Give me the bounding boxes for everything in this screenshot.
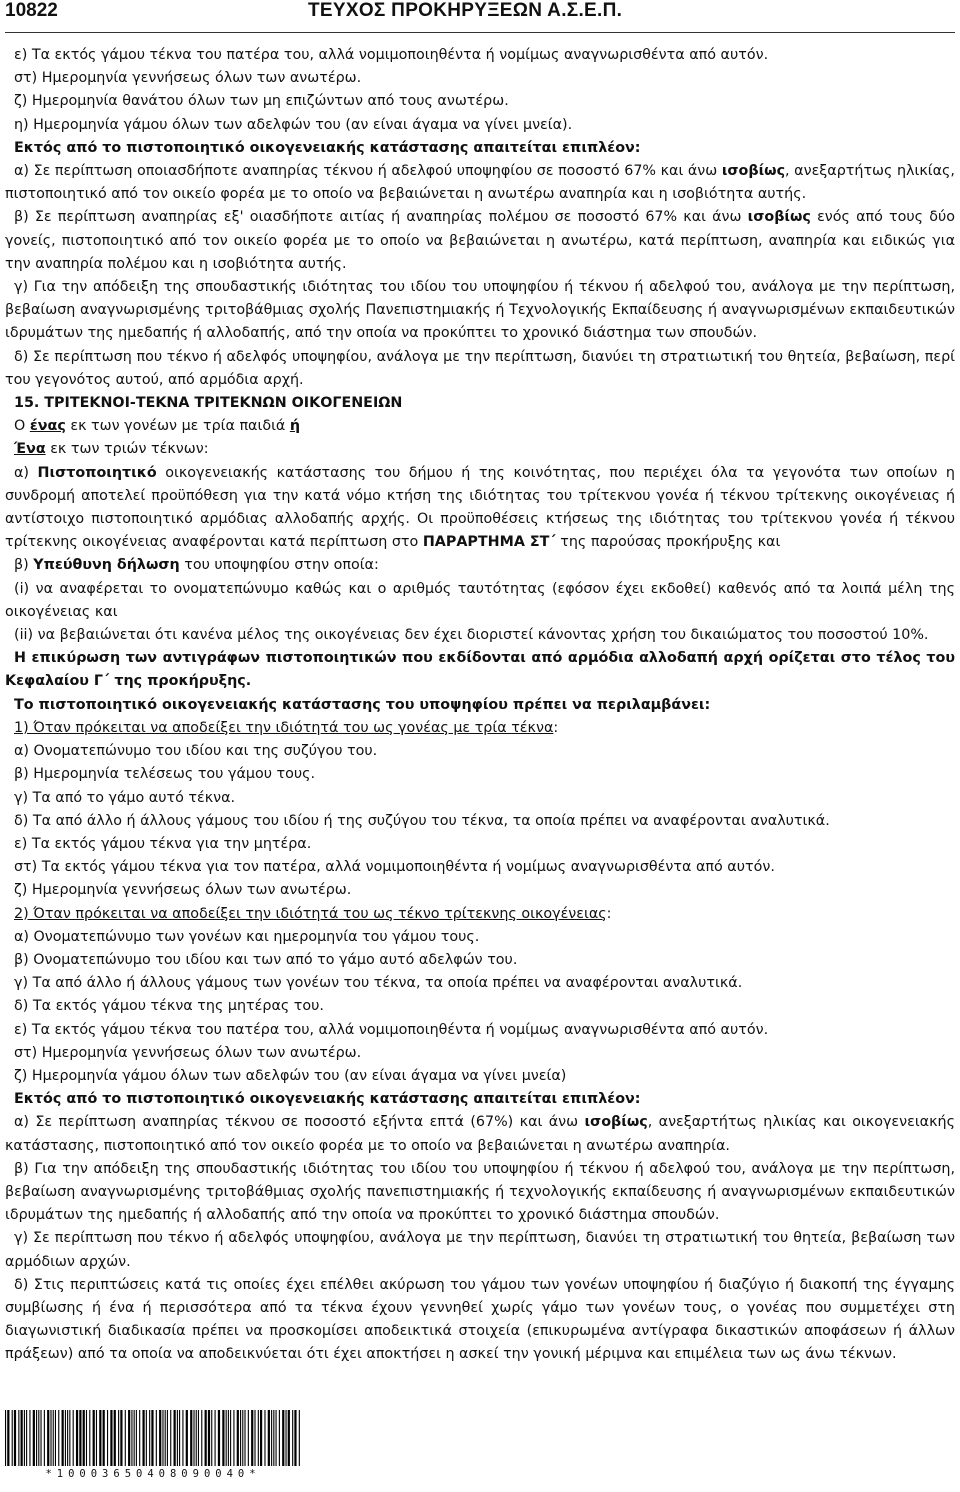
barcode-bar — [162, 1410, 163, 1466]
barcode-bar — [193, 1410, 194, 1466]
document-body — [5, 44, 955, 1367]
barcode-bar — [151, 1410, 153, 1466]
barcode-bar — [5, 1410, 6, 1466]
barcode-bar — [93, 1410, 95, 1466]
barcode-bar — [279, 1410, 280, 1466]
barcode-bar — [146, 1410, 147, 1466]
paragraph: γ) Για την απόδειξη της σπουδαστικής ιδιότητας του ιδίου του υποψηφίου ή τέκνου ή αδελφού του, ανάλογα με την περίπτωση, βεβαίωση αναγνωρισμένης τριτοβάθμιας σχολής Πανεπιστημιακής ή Τεχνολογικής Εκπαίδευσης ή αναγνωρισμένων εκπαιδευτικών ιδρυμάτων της ημεδαπής ή αλλοδαπής, από την οποία να προκύπτει το χρονικό διάστημα των σπουδών. — [5, 279, 955, 342]
barcode-bar — [120, 1410, 122, 1466]
page-header — [5, 0, 955, 24]
barcode-bar — [73, 1410, 74, 1466]
paragraph: δ) Σε περίπτωση που τέκνο ή αδελφός υποψηφίου, ανάλογα με την περίπτωση, διανύει τη στρατιωτική του θητεία, βεβαίωση, περί του γεγονότος αυτού, από αρμόδια αρχή. — [5, 348, 955, 388]
paragraph: α) Σε περίπτωση αναπηρίας τέκνου σε ποσοστό εξήντα επτά (67%) και άνω ισοβίως, ανεξαρτήτως ηλικίας και οικογενειακής κατάστασης, πιστοποιητικό από τον οικείο φορέα με το οποίο να βεβαιώνεται η ανωτέρω αναπηρία. — [5, 1114, 955, 1154]
barcode-bar — [228, 1410, 229, 1466]
barcode-bar — [244, 1410, 245, 1466]
barcode-bar — [62, 1410, 64, 1466]
list-item: στ) Ημερομηνία γεννήσεως όλων των ανωτέρω. — [14, 1044, 362, 1061]
barcode-bar — [79, 1410, 81, 1466]
barcode-bar — [282, 1410, 284, 1466]
barcode-bar — [285, 1410, 286, 1466]
list-item: ε) Τα εκτός γάμου τέκνα για την μητέρα. — [14, 835, 312, 852]
barcode-bar — [29, 1410, 30, 1466]
barcode-bars — [5, 1410, 301, 1466]
barcode-bar — [118, 1410, 119, 1466]
paragraph: β) Για την απόδειξη της σπουδαστικής ιδιότητας του ιδίου του υποψηφίου ή τέκνου ή αδελφού του, ανάλογα με την περίπτωση, βεβαίωση αναγνωρισμένης τριτοβάθμιας σχολής πανεπιστημιακής ή τεχνολογικής εκπαίδευσης ή αναγνωρισμένων εκπαιδευτικών ιδρυμάτων της ημεδαπής ή αλλοδαπής από την οποία να προκύπτει το χρονικό διάστημα σπουδών. — [5, 1160, 955, 1224]
barcode-bar — [242, 1410, 243, 1466]
paragraph: β) Σε περίπτωση αναπηρίας εξ' οιασδήποτε αιτίας ή αναπηρίας πολέμου σε ποσοστό 67% και άνω ισοβίως ενός από τους δύο γονείς, πιστοποιητικό από τον οικείο φορέα με το οποίο να βεβαιώνεται η ανωτέρω, κατά περίπτωση, αναπηρία και ειδικώς για την αναπηρία πολέμου και η ισοβιότητα αυτής. — [5, 209, 955, 272]
barcode-bar — [258, 1410, 259, 1466]
barcode-bar — [292, 1410, 293, 1466]
barcode-bar — [40, 1410, 41, 1466]
barcode-bar — [44, 1410, 45, 1466]
barcode-bar — [139, 1410, 140, 1466]
case-2-heading: 2) Όταν πρόκειται να αποδείξει την ιδιότητά του ως τέκνο τρίτεκνης οικογένειας: — [14, 905, 612, 922]
barcode-bar — [215, 1410, 216, 1466]
barcode-bar — [230, 1410, 231, 1466]
barcode-bar — [271, 1410, 272, 1466]
barcode-bar — [174, 1410, 176, 1466]
paragraph: δ) Στις περιπτώσεις κατά τις οποίες έχει επέλθει ακύρωση του γάμου των γονέων υποψηφίου ή διαζύγιο ή διακοπή της έγγαμης συμβίωσης ή ένα ή περισσότερα από τα τέκνα έχουν γεννηθεί χωρίς γάμο των γονέων τους, ο γονέας που συμμετέχει στη διαγωνιστική διαδικασία πρέπει να προσκομίσει αποδεικτικά στοιχεία (επικυρωμένα αντίγραφα δικαστικών αποφάσεων ή άλλων πράξεων) από τα οποία να αποδεικνύεται ότι έχει αποκτήσει η ασκεί την γονική μέριμνα και επιμέλεια των ως άνω τέκνων. — [5, 1276, 955, 1363]
list-item: ζ) Ημερομηνία θανάτου όλων των μη επιζώντων από τους ανωτέρω. — [14, 93, 509, 110]
list-item: β) Ημερομηνία τελέσεως του γάμου τους. — [14, 766, 316, 783]
barcode-bar — [170, 1410, 171, 1466]
barcode-bar — [179, 1410, 180, 1466]
barcode-bar — [103, 1410, 105, 1466]
barcode-bar — [38, 1410, 39, 1466]
barcode-bar — [33, 1410, 35, 1466]
barcode-bar — [205, 1410, 207, 1466]
barcode-bar — [110, 1410, 112, 1466]
barcode-bar — [7, 1410, 9, 1466]
barcode-bar — [165, 1410, 166, 1466]
list-item: γ) Τα από άλλο ή άλλους γάμους των γονέων του τέκνα, τα οποία πρέπει να αναφέρονται αναλυτικά. — [14, 975, 743, 992]
paragraph: Το πιστοποιητικό οικογενειακής κατάστασης του υποψηφίου πρέπει να περιλαμβάνει: — [14, 696, 711, 713]
barcode-bar — [208, 1410, 210, 1466]
barcode-bar — [12, 1410, 13, 1466]
barcode-bar — [21, 1410, 23, 1466]
barcode-bar — [83, 1410, 85, 1466]
barcode-bar — [55, 1410, 56, 1466]
barcode-bar — [136, 1410, 137, 1466]
section-heading: Εκτός από το πιστοποιητικό οικογενειακής κατάστασης απαιτείται επιπλέον: — [14, 1091, 641, 1108]
barcode-bar — [211, 1410, 212, 1466]
case-1-heading: 1) Όταν πρόκειται να αποδείξει την ιδιότητά του ως γονέας με τρία τέκνα: — [14, 719, 559, 736]
list-item: ζ) Ημερομηνία γεννήσεως όλων των ανωτέρω. — [14, 882, 352, 899]
barcode-bar — [14, 1410, 16, 1466]
list-item: ζ) Ημερομηνία γάμου όλων των αδελφών του (αν είναι άγαμα να γίνει μνεία) — [14, 1067, 567, 1084]
barcode-bar — [226, 1410, 227, 1466]
barcode-bar — [47, 1410, 49, 1466]
barcode-bar — [299, 1410, 300, 1466]
barcode-bar — [167, 1410, 168, 1466]
paragraph: Ο ένας εκ των γονέων με τρία παιδιά ή — [14, 418, 301, 435]
barcode-bar — [276, 1410, 277, 1466]
barcode-bar — [198, 1410, 199, 1466]
barcode-bar — [50, 1410, 51, 1466]
barcode-bar — [288, 1410, 290, 1466]
barcode-bar — [114, 1410, 116, 1466]
paragraph: (i) να αναφέρεται το ονοματεπώνυμο καθώς και ο αριθμός ταυτότητας (εφόσον έχει εκδοθεί) καθενός από τα λοιπά μέλη της οικογένειας και — [5, 580, 955, 620]
barcode-bar — [177, 1410, 178, 1466]
barcode-bar — [248, 1410, 249, 1466]
barcode-bar — [196, 1410, 197, 1466]
paragraph: α) Πιστοποιητικό οικογενειακής κατάστασης του δήμου ή της κοινότητας, που περιέχει όλα τα γεγονότα των οποίων η συνδρομή αποτελεί προϋπόθεση για την κατά νόμο κτήση της ιδιότητας του τρίτεκνου γονέα ή τέκνου τρίτεκνης οικογένειας ή αντίστοιχο πιστοποιητικό αρμόδιας αλλοδαπής αρχής. Οι προϋποθέσεις κτήσεως της ιδιότητας του τρίτεκνου γονέα ή τέκνου τρίτεκνης οικογένειας αναφέρονται κατά περίπτωση στο ΠΑΡΑΡΤΗΜΑ ΣΤ΄ της παρούσας προκήρυξης και — [5, 464, 955, 551]
paragraph: Η επικύρωση των αντιγράφων πιστοποιητικών που εκδίδονται από αρμόδια αλλοδαπή αρχή ορίζεται στο τέλος του Κεφαλαίου Γ΄ της προκήρυξης. — [5, 650, 955, 690]
list-item: β) Ονοματεπώνυμο του ιδίου και των από το γάμο αυτό αδελφών του. — [14, 951, 518, 968]
paragraph: γ) Σε περίπτωση που τέκνο ή αδελφός υποψηφίου, ανάλογα με την περίπτωση, διανύει τη στρατιωτική του θητεία, βεβαίωση των αρμόδιων αρχών. — [5, 1230, 955, 1270]
list-item: δ) Τα από άλλο ή άλλους γάμους του ιδίου ή της συζύγου του τέκνα, τα οποία πρέπει να αναφέρονται αναλυτικά. — [14, 812, 830, 829]
list-item: ε) Τα εκτός γάμου τέκνα του πατέρα του, αλλά νομιμοποιηθέντα ή νομίμως αναγνωρισθέντα από αυτόν. — [14, 1021, 769, 1038]
barcode-bar — [222, 1410, 224, 1466]
barcode-bar — [67, 1410, 68, 1466]
list-item: γ) Τα από το γάμο αυτό τέκνα. — [14, 789, 236, 806]
paragraph: Ένα εκ των τριών τέκνων: — [14, 441, 209, 458]
barcode-bar — [86, 1410, 87, 1466]
barcode-bar — [294, 1410, 296, 1466]
barcode-bar — [131, 1410, 132, 1466]
barcode-bar — [99, 1410, 101, 1466]
barcode-bar — [190, 1410, 192, 1466]
barcode-bar — [58, 1410, 59, 1466]
section-heading: Εκτός από το πιστοποιητικό οικογενειακής κατάστασης απαιτείται επιπλέον: — [14, 139, 641, 156]
barcode-bar — [149, 1410, 150, 1466]
barcode-bar — [18, 1410, 19, 1466]
barcode-bar — [273, 1410, 274, 1466]
barcode-bar — [182, 1410, 183, 1466]
list-item: α) Ονοματεπώνυμο των γονέων και ημερομηνία του γάμου τους. — [14, 928, 480, 945]
barcode-bar — [237, 1410, 239, 1466]
paragraph: β) Υπεύθυνη δήλωση του υποψηφίου στην οποία: — [14, 557, 379, 574]
barcode-number: *10003650408090040* — [45, 1468, 261, 1480]
barcode-bar — [107, 1410, 108, 1466]
barcode-bar — [125, 1410, 126, 1466]
list-item: η) Ημερομηνία γάμου όλων των αδελφών του (αν είναι άγαμα να γίνει μνεία). — [14, 116, 573, 133]
list-item: α) Ονοματεπώνυμο του ιδίου και της συζύγου του. — [14, 743, 378, 760]
barcode-bar — [201, 1410, 202, 1466]
barcode-bar — [233, 1410, 234, 1466]
barcode-bar — [65, 1410, 66, 1466]
barcode-bar — [134, 1410, 135, 1466]
header-divider — [5, 32, 955, 33]
gazette-title: ΤΕΥΧΟΣ ΠΡΟΚΗΡΥΞΕΩΝ Α.Σ.Ε.Π. — [308, 0, 623, 21]
barcode-bar — [26, 1410, 27, 1466]
barcode-bar — [260, 1410, 262, 1466]
barcode-bar — [254, 1410, 255, 1466]
list-item: στ) Ημερομηνία γεννήσεως όλων των ανωτέρω. — [14, 70, 362, 87]
barcode-bar — [53, 1410, 54, 1466]
list-item: στ) Τα εκτός γάμου τέκνα για τον πατέρα, αλλά νομιμοποιηθέντα ή νομίμως αναγνωρισθέντα από αυτόν. — [14, 859, 775, 876]
section-15-heading: 15. ΤΡΙΤΕΚΝΟΙ-ΤΕΚΝΑ ΤΡΙΤΕΚΝΩΝ ΟΙΚΟΓΕΝΕΙΩΝ — [14, 395, 403, 412]
barcode-bar — [240, 1410, 241, 1466]
barcode-bar — [251, 1410, 253, 1466]
barcode-bar — [268, 1410, 270, 1466]
barcode-bar — [24, 1410, 25, 1466]
paragraph: α) Σε περίπτωση οποιασδήποτε αναπηρίας τέκνου ή αδελφού υποψηφίου σε ποσοστό 67% και άνω ισοβίως, ανεξαρτήτως ηλικίας, πιστοποιητικό από τον οικείο φορέα με το οποίο να βεβαιώνεται η ανωτέρω αναπηρία και η ισοβιότητα αυτής. — [5, 163, 955, 203]
barcode-bar — [69, 1410, 70, 1466]
barcode-bar — [159, 1410, 161, 1466]
paragraph: (ii) να βεβαιώνεται ότι κανένα μέλος της οικογένειας δεν έχει διοριστεί κάνοντας χρήση του δικαιώματος του ποσοστού 10%. — [14, 627, 929, 644]
barcode-bar — [36, 1410, 37, 1466]
barcode-bar — [218, 1410, 220, 1466]
page-number: 10822 — [5, 0, 58, 21]
barcode-bar — [142, 1410, 144, 1466]
barcode-bar — [128, 1410, 130, 1466]
list-item: ε) Τα εκτός γάμου τέκνα του πατέρα του, αλλά νομιμοποιηθέντα ή νομίμως αναγνωρισθέντα από αυτόν. — [14, 47, 769, 63]
barcode-bar — [156, 1410, 157, 1466]
barcode-bar — [89, 1410, 90, 1466]
list-item: δ) Τα εκτός γάμου τέκνα της μητέρας του. — [14, 998, 324, 1015]
barcode-bar — [264, 1410, 265, 1466]
barcode — [5, 1410, 301, 1480]
barcode-bar — [96, 1410, 97, 1466]
barcode-bar — [76, 1410, 78, 1466]
barcode-bar — [186, 1410, 188, 1466]
